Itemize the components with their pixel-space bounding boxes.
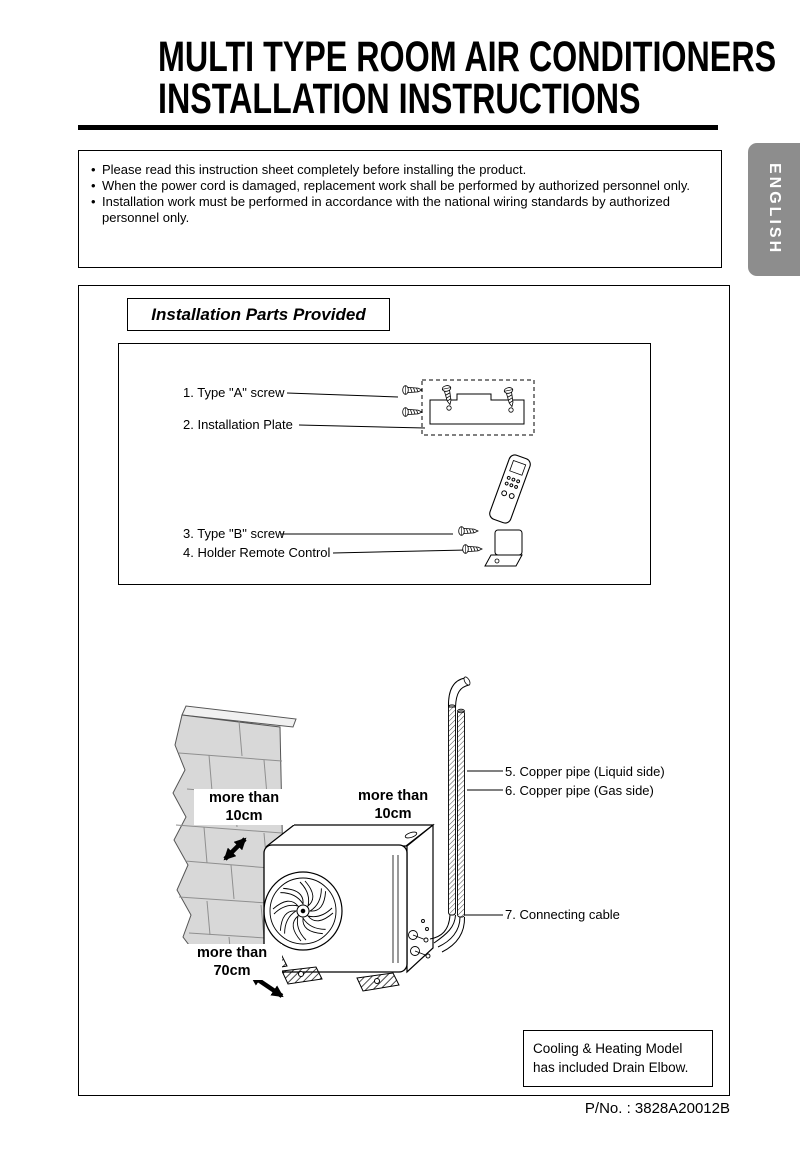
outdoor-unit-drawing [264, 825, 433, 972]
clearance-label-side: more than 10cm [194, 789, 294, 825]
notice-item: • When the power cord is damaged, replacement work shall be performed by authorized personnel only. [91, 178, 709, 194]
section-heading-box [127, 298, 390, 331]
title-line-2: INSTALLATION INSTRUCTIONS [158, 75, 641, 123]
language-tab-label: ENGLISH [766, 163, 783, 256]
notice-list [91, 162, 709, 226]
part-label-type-b-screw: 3. Type "B" screw [183, 526, 285, 541]
remote-control-drawing [488, 453, 532, 524]
label-copper-pipe-gas: 6. Copper pipe (Gas side) [505, 783, 654, 798]
part-label-type-a-screw: 1. Type "A" screw [183, 385, 285, 400]
safety-notice-box [78, 150, 722, 268]
clearance-label-back: more than 10cm [343, 787, 443, 823]
label-connecting-cable: 7. Connecting cable [505, 907, 620, 922]
notice-item: • Please read this instruction sheet completely before installing the product. [91, 162, 709, 178]
title-underline [78, 125, 718, 130]
clearance-label-front: more than 70cm [182, 944, 282, 980]
outdoor-unit-diagram [79, 675, 731, 1031]
drain-elbow-note-box [523, 1030, 713, 1087]
installation-plate-drawing [422, 380, 534, 435]
part-label-installation-plate: 2. Installation Plate [183, 417, 293, 432]
part-label-holder-remote: 4. Holder Remote Control [183, 545, 331, 560]
notice-item: • Installation work must be performed in accordance with the national wiring standards by authorized personnel only. [91, 194, 709, 226]
language-tab [748, 143, 800, 276]
type-a-screws-drawing [403, 386, 422, 417]
document-title [78, 33, 777, 130]
pipe-leader-lines [465, 771, 503, 915]
installation-parts-box [118, 343, 651, 585]
note-line-1: Cooling & Heating Model [533, 1041, 683, 1056]
part-number: P/No. : 3828A20012B [584, 1100, 730, 1117]
section-heading: Installation Parts Provided [151, 304, 366, 324]
title-line-1: MULTI TYPE ROOM AIR CONDITIONERS [158, 33, 777, 81]
type-b-screws-drawing [459, 527, 482, 554]
note-line-2: has included Drain Elbow. [533, 1060, 689, 1075]
main-content-box [78, 285, 730, 1096]
label-copper-pipe-liquid: 5. Copper pipe (Liquid side) [505, 764, 665, 779]
remote-holder-drawing [485, 530, 522, 566]
